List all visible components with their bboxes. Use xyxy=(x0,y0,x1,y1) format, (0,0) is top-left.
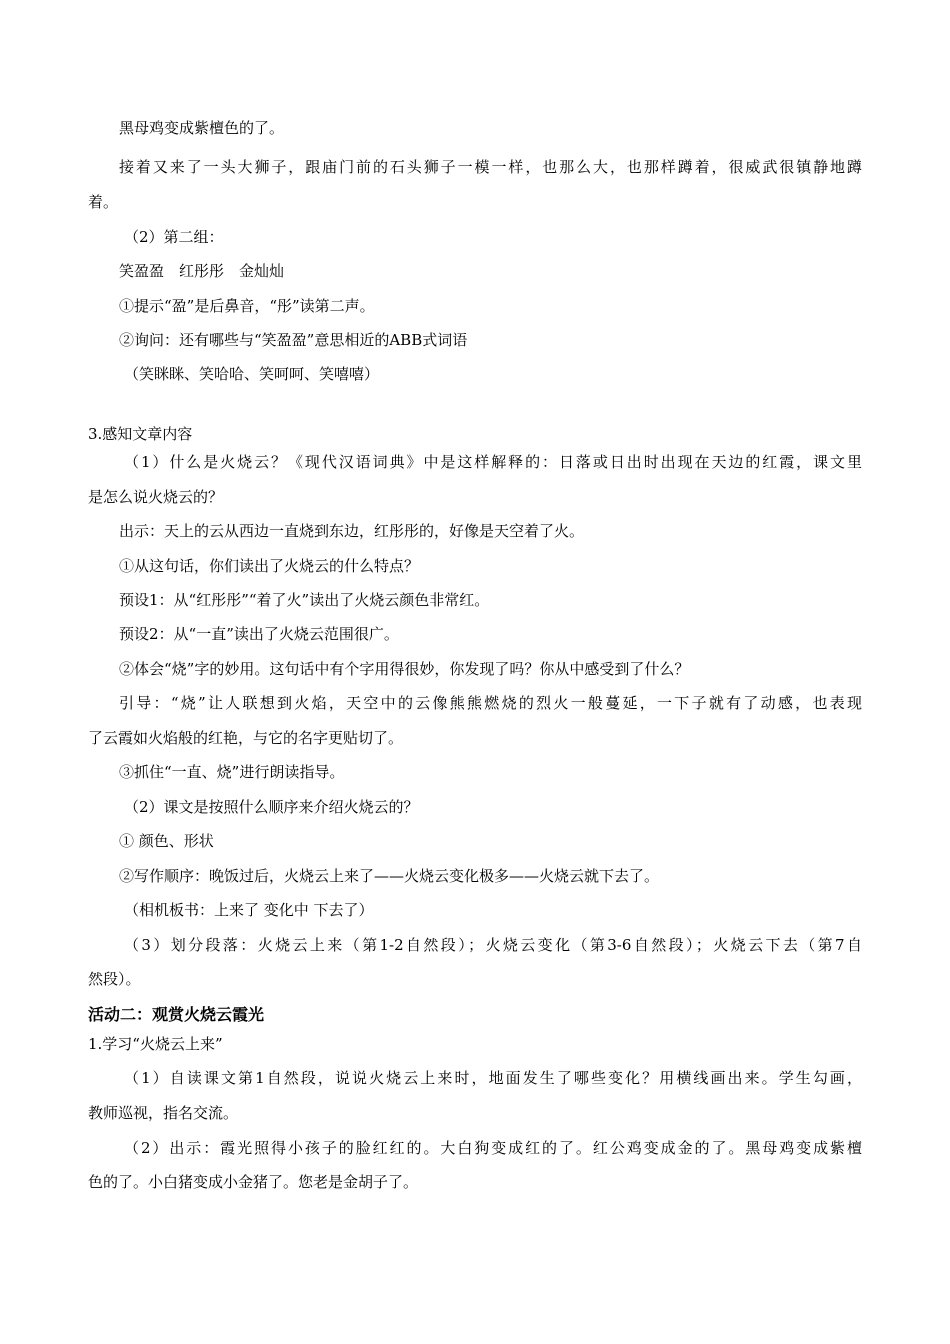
word-list: 笑盈盈 红彤彤 金灿灿 xyxy=(119,262,285,280)
paragraph-line: 了云霞如火焰般的红艳，与它的名字更贴切了。 xyxy=(88,729,404,747)
paragraph-line: ①提示“盈”是后鼻音，“彤”读第二声。 xyxy=(119,297,375,315)
paragraph-line: （2）出示：霞光照得小孩子的脸红红的。大白狗变成红的了。红公鸡变成金的了。黑母鸡变成紫檀 xyxy=(124,1139,862,1157)
paragraph-line: 着。 xyxy=(88,193,119,211)
paragraph-line: 然段）。 xyxy=(88,970,141,988)
board-note: （相机板书：上来了 变化中 下去了） xyxy=(124,901,374,919)
paragraph-line: 引导：“烧”让人联想到火焰，天空中的云像熊熊燃烧的烈火一般蔓延，一下子就有了动感，也表现 xyxy=(119,694,862,712)
section-heading: 3.感知文章内容 xyxy=(88,425,193,443)
paragraph-line: 教师巡视，指名交流。 xyxy=(88,1104,239,1122)
paragraph-line: ②询问：还有哪些与“笑盈盈”意思相近的ABB式词语 xyxy=(119,331,468,349)
paragraph-line: ②写作顺序：晚饭过后，火烧云上来了——火烧云变化极多——火烧云就下去了。 xyxy=(119,867,660,885)
paragraph-line: （1）什么是火烧云？《现代汉语词典》中是这样解释的：日落或日出时出现在天边的红霞，课文里 xyxy=(124,453,862,471)
paragraph-line: （1）自读课文第1自然段，说说火烧云上来时，地面发生了哪些变化？用横线画出来。学生勾画， xyxy=(124,1069,862,1087)
paragraph-line: 是怎么说火烧云的？ xyxy=(88,488,224,506)
paragraph-line: （3）划分段落：火烧云上来（第1-2自然段）；火烧云变化（第3-6自然段）；火烧云下去（第7自 xyxy=(124,936,862,954)
paragraph-line: 色的了。小白猪变成小金猪了。您老是金胡子了。 xyxy=(88,1173,419,1191)
activity-heading: 活动二：观赏火烧云霞光 xyxy=(88,1005,265,1024)
paragraph-line: 预设1：从“红彤彤”“着了火”读出了火烧云颜色非常红。 xyxy=(119,591,490,609)
section-subheading: （2）课文是按照什么顺序来介绍火烧云的？ xyxy=(124,798,419,816)
section-heading: 1.学习“火烧云上来” xyxy=(88,1035,223,1053)
paragraph-line: 预设2：从“一直”读出了火烧云范围很广。 xyxy=(119,625,399,643)
paragraph-line: ① 颜色、形状 xyxy=(119,832,214,850)
paragraph-line: （笑眯眯、笑哈哈、笑呵呵、笑嘻嘻） xyxy=(124,365,380,383)
paragraph-line: 黑母鸡变成紫檀色的了。 xyxy=(119,119,285,137)
paragraph-line: ③抓住“一直、烧”进行朗读指导。 xyxy=(119,763,345,781)
paragraph-line: 出示：天上的云从西边一直烧到东边，红彤彤的，好像是天空着了火。 xyxy=(119,522,585,540)
paragraph-line: 接着又来了一头大狮子，跟庙门前的石头狮子一模一样，也那么大，也那样蹲着，很威武很镇静地蹲 xyxy=(119,158,862,176)
paragraph-line: ②体会“烧”字的妙用。这句话中有个字用得很妙，你发现了吗？你从中感受到了什么？ xyxy=(119,660,690,678)
paragraph-line: ①从这句话，你们读出了火烧云的什么特点？ xyxy=(119,557,420,575)
section-subheading: （2）第二组： xyxy=(124,228,224,246)
